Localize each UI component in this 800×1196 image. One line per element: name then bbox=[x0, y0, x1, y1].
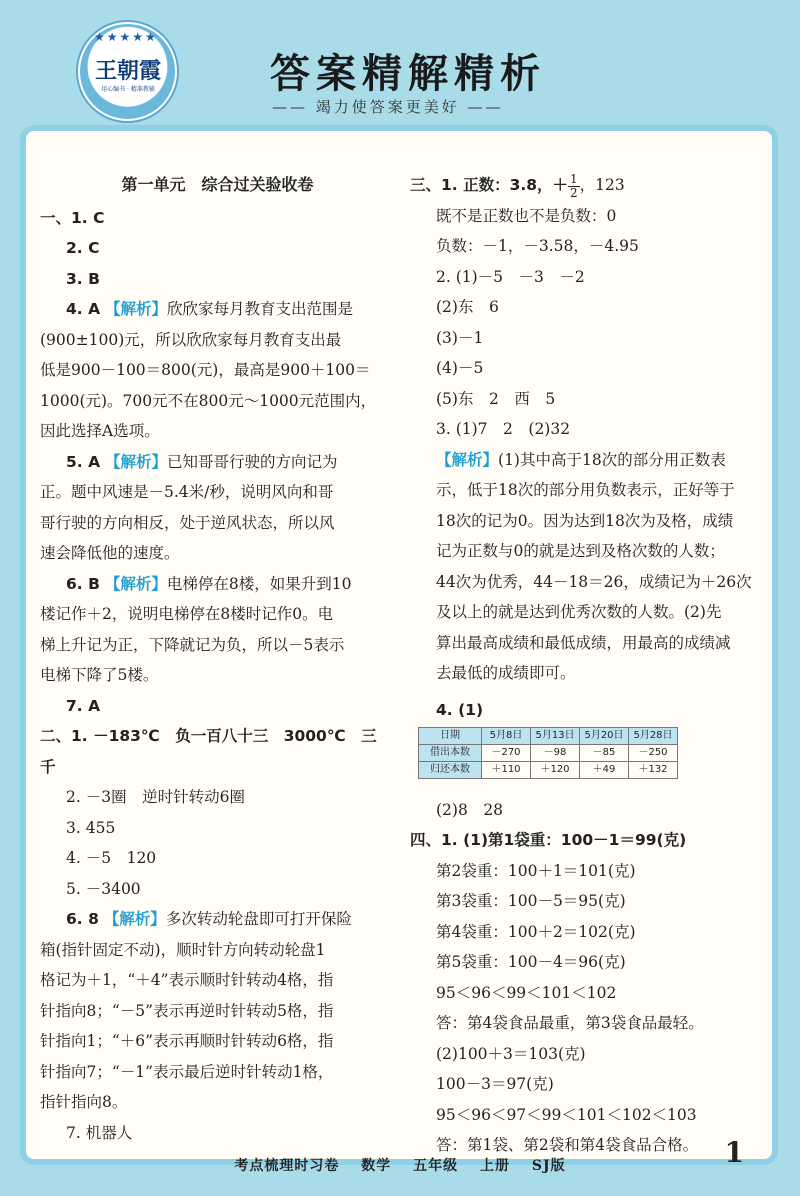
logo-name: 王朝霞 bbox=[94, 58, 161, 84]
analysis-tag: 【解析】 bbox=[105, 299, 168, 318]
answer-line: 针指向1；“＋6”表示再顺时针转动6格，指 bbox=[40, 1032, 334, 1050]
answer-line: 电梯下降了5楼。 bbox=[40, 666, 159, 684]
footer-volume: 上册 bbox=[480, 1158, 510, 1174]
answer-line: 6. 8 【解析】多次转动轮盘即可打开保险 bbox=[66, 909, 352, 928]
answer-line: 【解析】(1)其中高于18次的部分用正数表 bbox=[436, 449, 726, 469]
answer-line: 95＜96＜99＜101＜102 bbox=[436, 983, 617, 1002]
answer-line: 2. C bbox=[66, 239, 100, 257]
page-number: 1 bbox=[724, 1136, 744, 1169]
answer-line: 7. 机器人 bbox=[66, 1123, 133, 1142]
answer-line: 1000(元)。700元不在800元～1000元范围内， bbox=[40, 391, 377, 410]
answer-line: 算出最高成绩和最低成绩，用最高的成绩减 bbox=[436, 633, 731, 652]
answer-line: 速会降低他的速度。 bbox=[40, 544, 180, 562]
library-table bbox=[418, 727, 678, 779]
answer-line: 二、1. －183℃ 负一百八十三 3000℃ 三千 bbox=[40, 727, 377, 776]
star-icons: ★★★★★ bbox=[94, 30, 158, 44]
answer-line: 格记为＋1，“＋4”表示顺时针转动4格，指 bbox=[40, 971, 334, 989]
answer-line: 既不是正数也不是负数：0 bbox=[436, 206, 617, 225]
answer-line: 5. A 【解析】已知哥哥行驶的方向记为 bbox=[66, 451, 338, 471]
answer-line: (2)8 28 bbox=[436, 800, 504, 819]
answer-line: 去最低的成绩即可。 bbox=[436, 664, 576, 682]
answer-line: 指针指向8。 bbox=[40, 1093, 128, 1111]
answer-line: 第5袋重：100－4＝96(克) bbox=[436, 953, 626, 971]
logo-tagline: 用心编书 · 精准教辅 bbox=[101, 86, 155, 93]
answer-line: 示，低于18次的部分用负数表示，正好等于 bbox=[436, 481, 735, 499]
answer-line: 针指向7；“－1”表示最后逆时针转动1格， bbox=[40, 1062, 334, 1081]
answer-line: 第2袋重：100＋1＝101(克) bbox=[436, 861, 636, 880]
analysis-tag: 【解析】 bbox=[103, 909, 166, 928]
analysis-tag: 【解析】 bbox=[104, 573, 167, 593]
answer-line: 一、1. C bbox=[40, 208, 105, 227]
answer-line: 5. －3400 bbox=[66, 879, 141, 898]
fraction: $\frac{1}{2}$ bbox=[570, 171, 578, 200]
answer-line: (5)东 2 西 5 bbox=[436, 389, 556, 408]
answer-line: 四、1. (1)第1袋重：100－1＝99(克) bbox=[410, 831, 687, 849]
answer-line: 低是900－100＝800(元)，最高是900＋100＝ bbox=[40, 361, 371, 379]
answer-line: 6. B 【解析】电梯停在8楼，如果升到10 bbox=[66, 573, 352, 593]
right-column bbox=[410, 170, 765, 1161]
answer-line: 3. (1)7 2 (2)32 bbox=[436, 420, 571, 438]
footer-subject: 数学 bbox=[361, 1158, 392, 1174]
answer-line: 记为正数与0的就是达到及格次数的人数； bbox=[436, 542, 725, 560]
footer-series: 考点梳理时习卷 bbox=[234, 1158, 340, 1174]
brand-logo bbox=[78, 22, 177, 121]
answer-line: (2)100＋3＝103(克) bbox=[436, 1044, 586, 1063]
answer-line: (3)－1 bbox=[436, 328, 484, 347]
footer-grade: 五年级 bbox=[413, 1158, 459, 1174]
table-row: 归还本数 ＋110 ＋120 ＋49 ＋132 bbox=[419, 762, 678, 779]
answer-line: 箱(指针固定不动)，顺时针方向转动轮盘1 bbox=[40, 940, 326, 959]
answer-line: 哥行驶的方向相反，处于逆风状态，所以风 bbox=[40, 513, 335, 532]
answer-line: 18次的记为0。因为达到18次为及格，成绩 bbox=[436, 511, 734, 530]
answer-line: 4. A 【解析】欣欣家每月教育支出范围是 bbox=[66, 299, 354, 318]
answer-line: 100－3＝97(克) bbox=[436, 1075, 554, 1093]
answer-line: 第4袋重：100＋2＝102(克) bbox=[436, 922, 636, 941]
answer-line: 正。题中风速是－5.4米/秒，说明风向和哥 bbox=[40, 483, 334, 501]
answer-line: 答：第4袋食品最重，第3袋食品最轻。 bbox=[436, 1014, 704, 1032]
table-row: 借出本数 －270 －98 －85 －250 bbox=[419, 745, 678, 762]
answer-line: (4)－5 bbox=[436, 359, 484, 377]
answer-line: 三、1. 正数：3.8，＋ $\frac{1}{2}$ ，123 bbox=[410, 171, 625, 200]
table-row: 日期 5月8日 5月13日 5月20日 5月28日 bbox=[419, 728, 678, 745]
answer-line: (2)东 6 bbox=[436, 298, 499, 316]
answer-line: 负数：－1，－3.58，－4.95 bbox=[436, 237, 639, 255]
left-column bbox=[40, 170, 385, 1148]
unit-title: 第一单元 综合过关验收卷 bbox=[121, 175, 314, 194]
answer-line: 因此选择A选项。 bbox=[40, 422, 160, 440]
answer-line: 针指向8；“－5”表示再逆时针转动5格，指 bbox=[40, 1001, 334, 1020]
answer-line: 7. A bbox=[66, 696, 101, 715]
answer-line: (900±100)元，所以欣欣家每月教育支出最 bbox=[40, 330, 342, 349]
answer-line: 2. (1)－5 －3 －2 bbox=[436, 267, 585, 286]
answer-line: 4. (1) bbox=[436, 700, 484, 719]
footer-edition: SJ版 bbox=[531, 1158, 566, 1174]
answer-line: 第3袋重：100－5＝95(克) bbox=[436, 892, 626, 910]
answer-line: 及以上的就是达到优秀次数的人数。(2)先 bbox=[436, 603, 722, 621]
answer-line: 3. 455 bbox=[66, 818, 116, 837]
page-title: 答案精解精析 bbox=[270, 51, 546, 97]
analysis-tag: 【解析】 bbox=[105, 451, 168, 471]
analysis-tag: 【解析】 bbox=[436, 449, 499, 469]
page-header bbox=[0, 0, 800, 125]
answer-line: 梯上升记为正，下降就记为负，所以－5表示 bbox=[40, 635, 345, 654]
page-footer bbox=[0, 1155, 800, 1175]
answer-line: 3. B bbox=[66, 269, 100, 288]
answer-line: 4. －5 120 bbox=[66, 849, 157, 867]
answer-line: 答：第1袋、第2袋和第4袋食品合格。 bbox=[436, 1136, 699, 1154]
answer-line: 44次为优秀，44－18＝26，成绩记为＋26次 bbox=[436, 572, 752, 591]
answer-line: 楼记作＋2，说明电梯停在8楼时记作0。电 bbox=[40, 605, 334, 623]
page-subtitle: —— 竭力使答案更美好 —— bbox=[272, 98, 504, 116]
answer-line: 2. －3圈 逆时针转动6圈 bbox=[66, 788, 245, 806]
answer-line: 95＜96＜97＜99＜101＜102＜103 bbox=[436, 1105, 697, 1124]
